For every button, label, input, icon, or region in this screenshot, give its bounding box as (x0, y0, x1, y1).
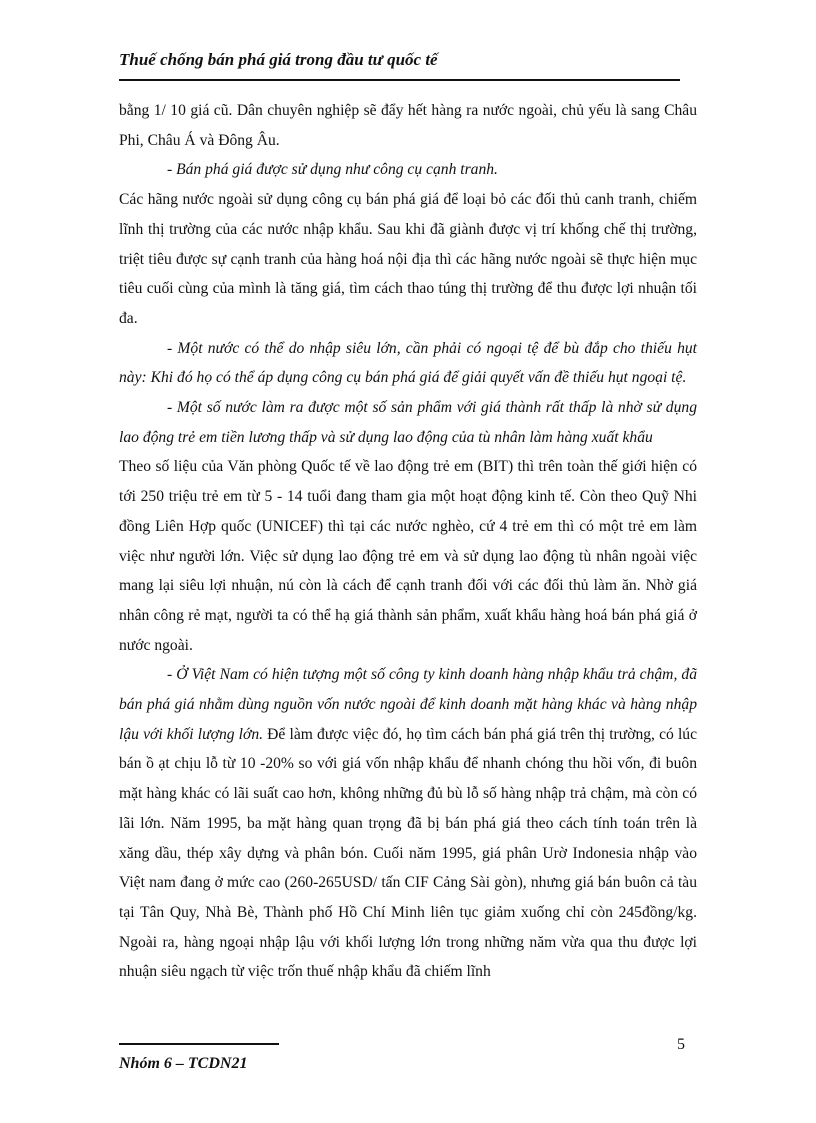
paragraph: bằng 1/ 10 giá cũ. Dân chuyên nghiệp sẽ đẩy hết hàng ra nước ngoài, chủ yếu là sang Châu Phi, Châu Á và Đông Âu. (119, 102, 697, 149)
paragraph-heading: - Bán phá giá được sử dụng như công cụ cạnh tranh. (167, 161, 498, 179)
paragraph-lead-italic: - Ở Việt Nam có hiện tượng một số công ty kinh doanh hàng nhập khẩu trả chậm, đã bán phá giá nhằm dùng nguồn vốn nước ngoài để kinh doanh mặt hàng khác và hàng nhập lậu với khối lượng lớn. (119, 666, 697, 743)
document-body (119, 96, 697, 987)
paragraph-continuation: Để làm được việc đó, họ tìm cách bán phá giá trên thị trường, có lúc bán ồ ạt chịu lỗ từ 10 -20% so với giá vốn nhập khẩu để nhanh chóng thu hồi vốn, đi buôn mặt hàng khác có lãi suất cao hơn, không những đủ bù lỗ số hàng nhập trả chậm, mà còn có lãi lớn. Năm 1995, ba mặt hàng quan trọng đã bị bán phá giá theo cách tính toán trên là xăng dầu, thép xây dựng và phân bón. Cuối năm 1995, giá phân Urờ Indonesia nhập vào Việt nam đang ở mức cao (260-265USD/ tấn CIF Cảng Sài gòn), nhưng giá bán buôn cả tàu tại Tân Quy, Nhà Bè, Thành phố Hồ Chí Minh liên tục giảm xuống chỉ còn 245đồng/kg. Ngoài ra, hàng ngoại nhập lậu với khối lượng lớn trong những năm vừa qua thu được lợi nhuận siêu ngạch từ việc trốn thuế nhập khẩu đã chiếm lĩnh (119, 725, 697, 981)
paragraph-heading: - Một số nước làm ra được một số sản phẩm với giá thành rất thấp là nhờ sử dụng lao động trẻ em tiền lương thấp và sử dụng lao động của tù nhân làm hàng xuất khẩu (119, 399, 697, 446)
paragraph: Theo số liệu của Văn phòng Quốc tế về lao động trẻ em (BIT) thì trên toàn thế giới hiện có tới 250 triệu trẻ em từ 5 - 14 tuổi đang tham gia một hoạt động kinh tế. Còn theo Quỹ Nhi đồng Liên Hợp quốc (UNICEF) thì tại các nước nghèo, cứ 4 trẻ em thì có một trẻ em làm việc như người lớn. Việc sử dụng lao động trẻ em và sử dụng lao động tù nhân ngoài việc mang lại siêu lợi nhuận, nú còn là cách để cạnh tranh đối với các đối thủ làm ăn. Nhờ giá nhân công rẻ mạt, người ta có thể hạ giá thành sản phẩm, xuất khẩu hàng hoá bán phá giá ở nước ngoài. (119, 458, 697, 654)
footer-group-label: Nhóm 6 – TCDN21 (119, 1055, 248, 1072)
paragraph: Các hãng nước ngoài sử dụng công cụ bán phá giá để loại bỏ các đối thủ canh tranh, chiếm lĩnh thị trường của các nước nhập khẩu. Sau khi đã giành được vị trí khống chế thị trường, triệt tiêu được sự cạnh tranh của hàng hoá nội địa thì các hãng nước ngoài sẽ thực hiện mục tiêu cuối cùng của mình là tăng giá, tìm cách thao túng thị trường để thu được lợi nhuận tối đa. (119, 191, 697, 327)
footer-rule (119, 1043, 279, 1045)
page-header-title: Thuế chống bán phá giá trong đầu tư quốc tế (119, 50, 438, 69)
paragraph-heading: - Một nước có thể do nhập siêu lớn, cần phải có ngoại tệ để bù đắp cho thiếu hụt này: Khi đó họ có thể áp dụng công cụ bán phá giá để giải quyết vấn đề thiếu hụt ngoại tệ. (119, 339, 697, 387)
header-rule-dashed (560, 80, 680, 81)
page-number: 5 (677, 1036, 685, 1053)
paragraph (119, 660, 697, 987)
